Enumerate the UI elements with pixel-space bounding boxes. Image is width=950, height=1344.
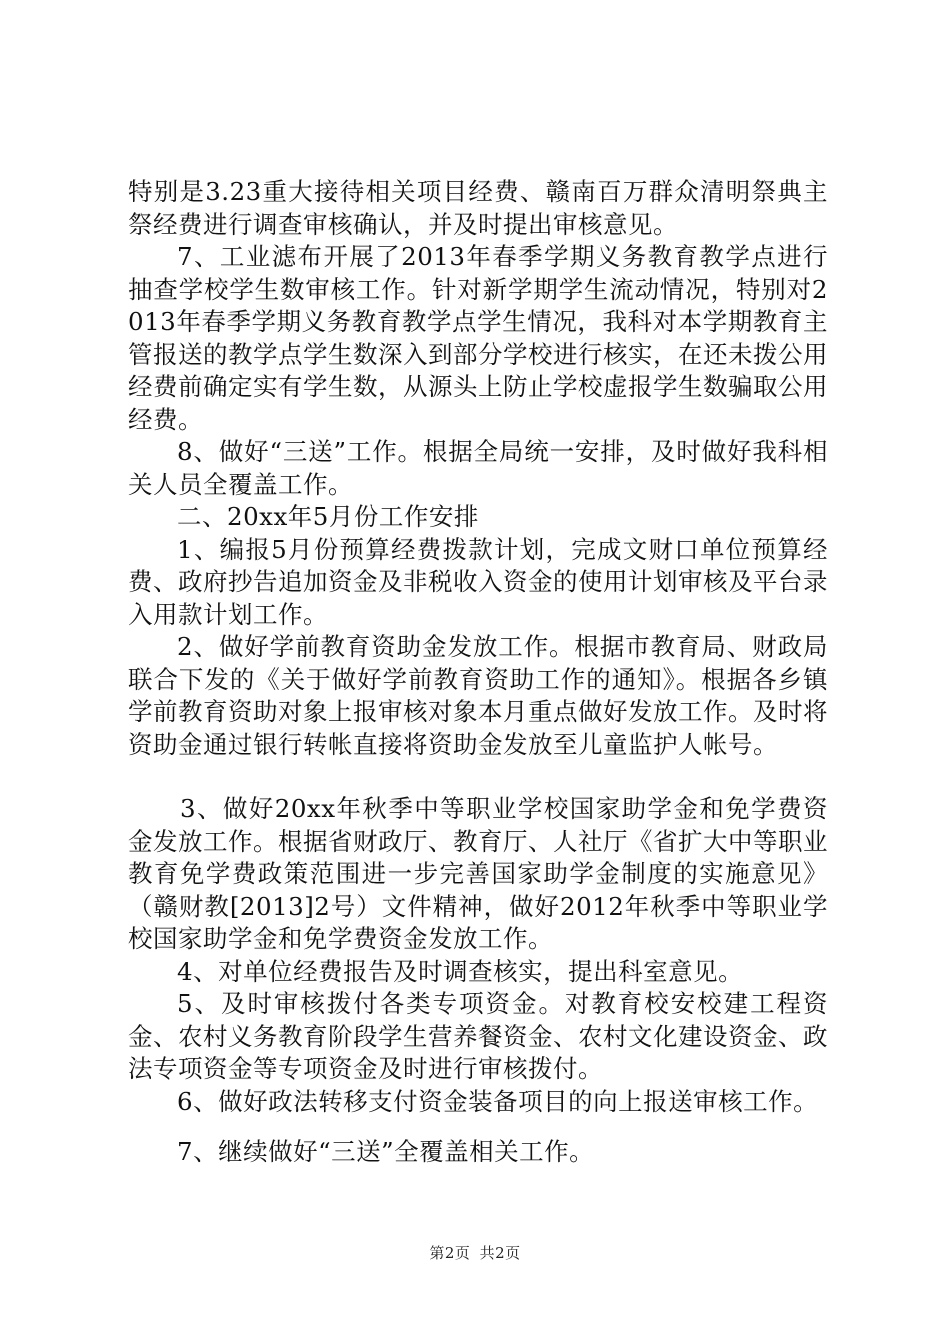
paragraph-plan-5-special-funds: 5、及时审核拨付各类专项资金。对教育校安校建工程资金、农村义务教育阶段学生营养餐资金、农村文化建设资金、政法专项资金等专项资金及时进行审核拨付。 <box>128 989 828 1083</box>
page-number: 第2页 <box>429 1244 471 1262</box>
paragraph-plan-4-expense-report: 4、对单位经费报告及时调查核实，提出科室意见。 <box>177 956 744 986</box>
paragraph-continuation: 特别是3.23重大接待相关项目经费、赣南百万群众清明祭典主祭经费进行调查审核确认，并及时提出审核意见。 <box>128 177 828 239</box>
document-body <box>128 176 828 1169</box>
paragraph-item-7-student-audit: 7、工业滤布开展了2013年春季学期义务教育教学点进行抽查学校学生数审核工作。针对新学期学生流动情况，特别对2013年春季学期义务教育教学点学生情况，我科对本学期教育主管报送的教学点学生数深入到部分学校进行核实，在还未拨公用经费前确定实有学生数，从源头上防止学校虚报学生数骗取公用经费。 <box>128 242 828 434</box>
page-footer <box>0 1242 950 1263</box>
paragraph-plan-7-sansong: 7、继续做好“三送”全覆盖相关工作。 <box>177 1137 595 1166</box>
paragraph-plan-3-vocational-aid: 3、做好20xx年秋季中等职业学校国家助学金和免学费资金发放工作。根据省财政厅、教育厅、人社厅《省扩大中等职业教育免学费政策范围进一步完善国家助学金制度的实施意见》（赣财教[2013]2号）文件精神，做好2012年秋季中等职业学校国家助学金和免学费资金发放工作。 <box>128 794 828 953</box>
paragraph-item-8-sansong: 8、做好“三送”工作。根据全局统一安排，及时做好我科相关人员全覆盖工作。 <box>128 437 828 499</box>
paragraph-plan-1-budget: 1、编报5月份预算经费拨款计划，完成文财口单位预算经费、政府抄告追加资金及非税收入资金的使用计划审核及平台录入用款计划工作。 <box>128 534 828 629</box>
page-total: 共2页 <box>479 1244 521 1262</box>
section-heading-may-plan: 二、20xx年5月份工作安排 <box>177 502 479 531</box>
paragraph-plan-6-equipment: 6、做好政法转移支付资金装备项目的向上报送审核工作。 <box>177 1086 819 1116</box>
paragraph-plan-2-preschool-aid: 2、做好学前教育资助金发放工作。根据市教育局、财政局联合下发的《关于做好学前教育资助工作的通知》。根据各乡镇学前教育资助对象上报审核对象本月重点做好发放工作。及时将资助金通过银行转帐直接将资助金发放至儿童监护人帐号。 <box>128 632 828 759</box>
